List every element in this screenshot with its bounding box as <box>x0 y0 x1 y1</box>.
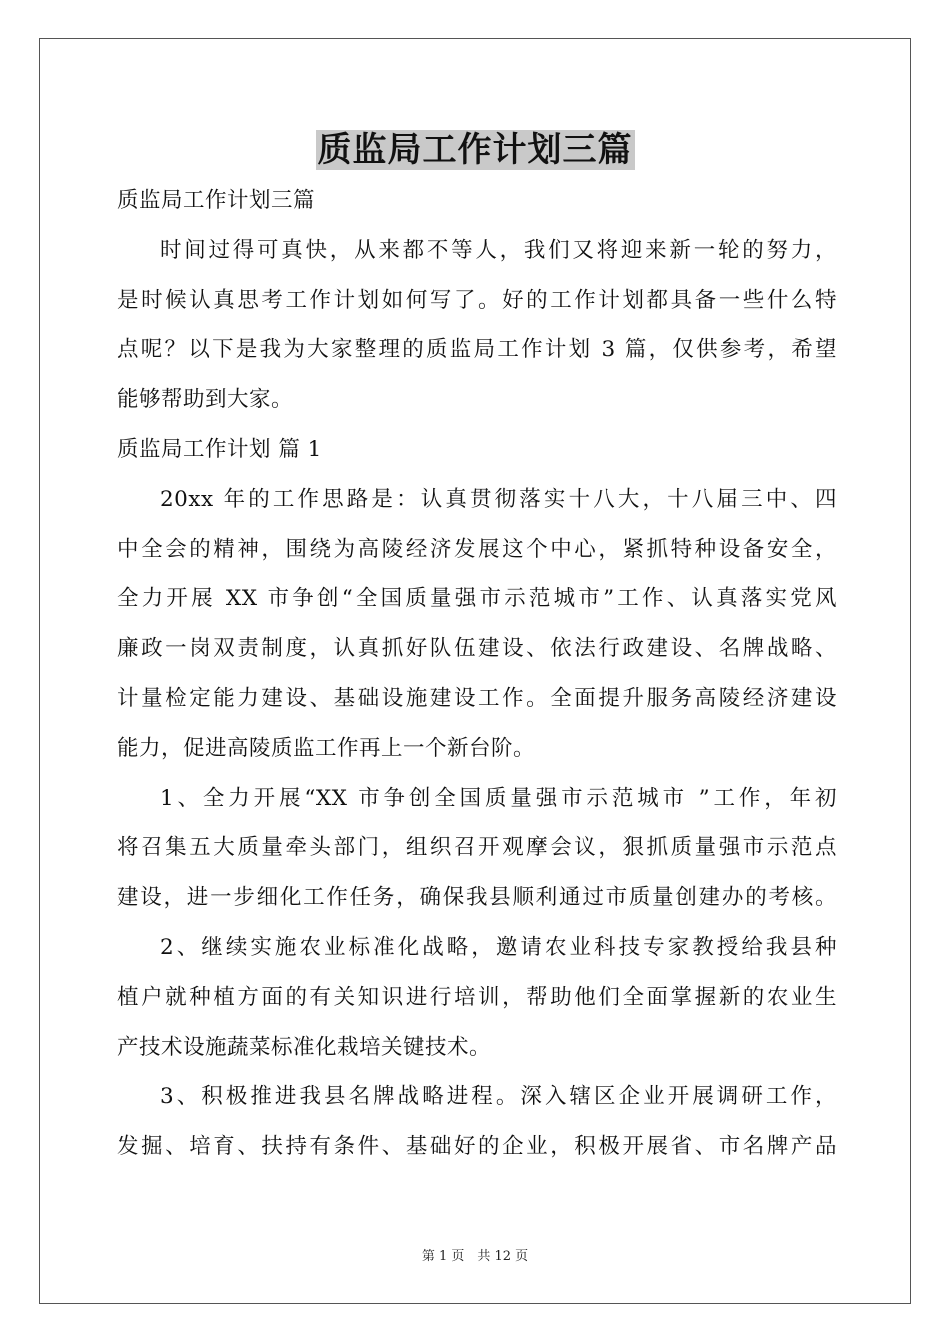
text-line: 能够帮助到大家。 <box>117 387 294 413</box>
text-line: 廉政一岗双责制度，认真抓好队伍建设、依法行政建设、名牌战略、 <box>117 636 837 662</box>
text-line: 是时候认真思考工作计划如何写了。好的工作计划都具备一些什么特 <box>117 287 837 313</box>
text-line: 全力开展 XX 市争创“全国质量强市示范城市”工作、认真落实党风 <box>117 586 837 612</box>
text-line: 能力，促进高陵质监工作再上一个新台阶。 <box>117 735 536 761</box>
text-line: 时间过得可真快，从来都不等人，我们又将迎来新一轮的努力， <box>160 237 837 263</box>
document-title <box>0 128 950 172</box>
document-title-text: 质监局工作计划三篇 <box>317 130 633 170</box>
text-line: 点呢？以下是我为大家整理的质监局工作计划 3 篇，仅供参考，希望 <box>117 337 837 363</box>
text-line: 2、继续实施农业标准化战略，邀请农业科技专家教授给我县种 <box>160 934 837 960</box>
text-line: 3、积极推进我县名牌战略进程。深入辖区企业开展调研工作， <box>160 1084 837 1110</box>
text-line: 计量检定能力建设、基础设施建设工作。全面提升服务高陵经济建设 <box>117 685 837 711</box>
text-line: 20xx 年的工作思路是：认真贯彻落实十八大，十八届三中、四 <box>160 486 837 512</box>
text-line: 中全会的精神，围绕为高陵经济发展这个中心，紧抓特种设备安全， <box>117 536 837 562</box>
text-line: 植户就种植方面的有关知识进行培训，帮助他们全面掌握新的农业生 <box>117 984 837 1010</box>
text-line: 建设，进一步细化工作任务，确保我县顺利通过市质量创建办的考核。 <box>117 885 837 911</box>
text-line: 质监局工作计划 篇 1 <box>117 436 322 462</box>
text-line: 1、全力开展“XX 市争创全国质量强市示范城市 ”工作，年初 <box>160 785 837 811</box>
page-footer: 第 1 页 共 12 页 <box>421 1249 529 1264</box>
text-line: 质监局工作计划三篇 <box>117 188 316 213</box>
document-body <box>117 176 837 1172</box>
text-line: 产技术设施蔬菜标准化栽培关键技术。 <box>117 1034 492 1060</box>
text-line: 将召集五大质量牵头部门，组织召开观摩会议，狠抓质量强市示范点 <box>117 835 837 861</box>
text-line: 发掘、培育、扶持有条件、基础好的企业，积极开展省、市名牌产品 <box>117 1134 837 1160</box>
